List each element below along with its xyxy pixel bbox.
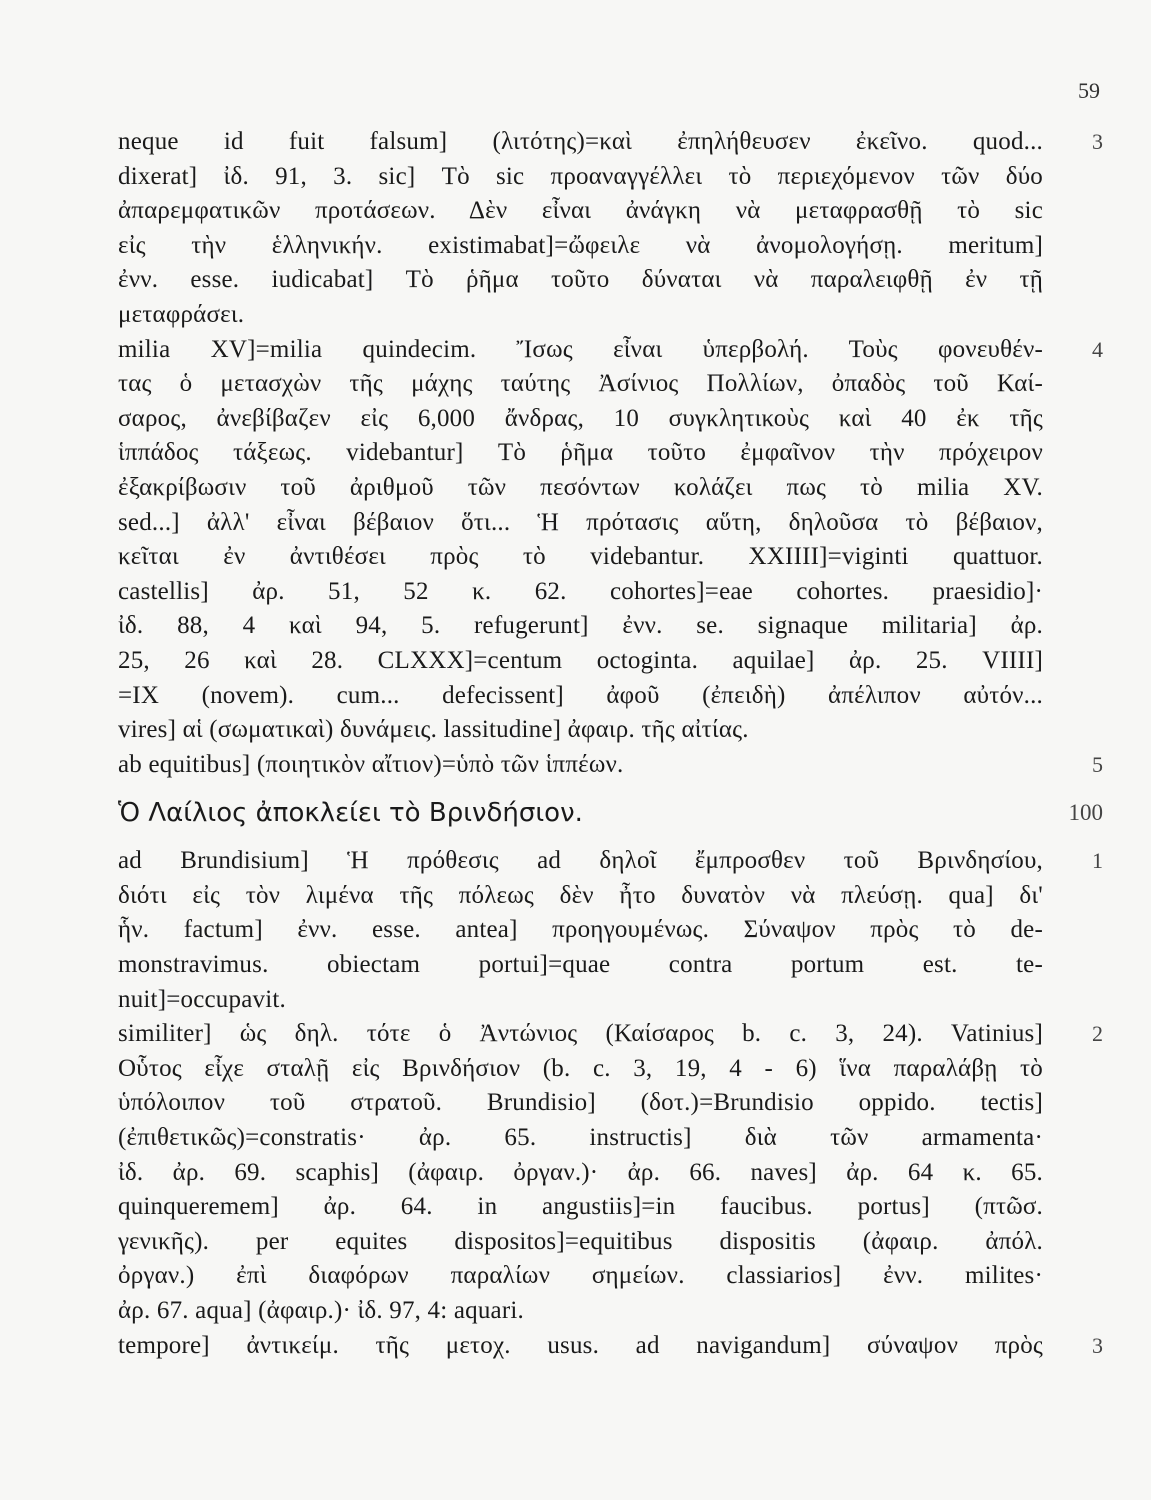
text-line: =IX (novem). cum... defecissent] ἀφοῦ (ἐπειδὴ) ἀπέλιπον αὐτόν... [118,681,1043,709]
text-line: nuit]=occupavit. [118,985,286,1013]
text-line: milia XV]=milia quindecim. Ἴσως εἶναι ὑπερβολή. Τοὺς φονευθέν- [118,335,1043,363]
commentary-paragraph [118,125,1103,333]
text-line: ἐξακρίβωσιν τοῦ ἀριθμοῦ τῶν πεσόντων κολάζει πως τὸ milia XV. [118,473,1043,501]
text-line: Οὗτος εἶχε σταλῇ εἰς Βρινδήσιον (b. c. 3, 19, 4 - 6) ἵνα παραλάβῃ τὸ [118,1054,1043,1082]
text-line: ὑπόλοιπον τοῦ στρατοῦ. Brundisio] (δοτ.)=Brundisio oppido. tectis] [118,1089,1043,1117]
commentary-paragraph [118,1329,1103,1364]
text-line: 25, 26 καὶ 28. CLXXX]=centum octoginta. aquilae] ἀρ. 25. VIIII] [118,646,1043,674]
text-line: monstravimus. obiectam portui]=quae contra portum est. te- [118,951,1043,979]
text-line: similiter] ὡς δηλ. τότε ὁ Ἀντώνιος (Καίσαρος b. c. 3, 24). Vatinius] [118,1020,1043,1048]
commentary-paragraph [118,1017,1103,1328]
text-line: ἀρ. 67. aqua] (ἀφαιρ.)· ἰδ. 97, 4: aquari. [118,1297,524,1324]
page-body [118,125,1103,1363]
text-line: (ἐπιθετικῶς)=constratis· ἀρ. 65. instructis] διὰ τῶν armamenta· [118,1124,1043,1152]
text-line: tempore] ἀντικείμ. τῆς μετοχ. usus. ad navigandum] σύναψον πρὸς [118,1331,1043,1359]
text-line: ἐνν. esse. iudicabat] Τὸ ῥῆμα τοῦτο δύναται νὰ παραλειφθῇ ἐν τῇ [118,266,1043,294]
text-line: ὀργαν.) ἐπὶ διαφόρων παραλίων σημείων. classiarios] ἐνν. milites· [118,1262,1043,1290]
text-line: σαρος, ἀνεβίβαζεν εἰς 6,000 ἄνδρας, 10 συγκλητικοὺς καὶ 40 ἐκ τῆς [118,404,1043,432]
text-line: διότι εἰς τὸν λιμένα τῆς πόλεως δὲν ἦτο δυνατὸν νὰ πλεύσῃ. qua] δι' [118,881,1043,909]
commentary-paragraph [118,333,1103,748]
commentary-paragraph [118,748,1103,783]
chapter-number: 100 [1068,800,1103,826]
margin-number: 2 [1092,1021,1103,1047]
section-heading [118,790,1103,836]
margin-number: 5 [1092,751,1103,777]
text-line: castellis] ἀρ. 51, 52 κ. 62. cohortes]=eae cohortes. praesidio]· [118,577,1043,605]
margin-number: 1 [1092,848,1103,874]
text-line: ἱππάδος τάξεως. videbantur] Τὸ ῥῆμα τοῦτο ἐμφαῖνον τὴν πρόχειρον [118,439,1043,467]
text-line: ἰδ. ἀρ. 69. scaphis] (ἀφαιρ. ὀργαν.)· ἀρ. 66. naves] ἀρ. 64 κ. 65. [118,1158,1043,1186]
text-line: γενικῆς). per equites dispositos]=equitibus dispositis (ἀφαιρ. ἀπόλ. [118,1227,1043,1255]
text-line: ἀπαρεμφατικῶν προτάσεων. Δὲν εἶναι ἀνάγκη νὰ μεταφρασθῇ τὸ sic [118,197,1043,225]
text-line: dixerat] ἰδ. 91, 3. sic] Τὸ sic προαναγγέλλει τὸ περιεχόμενον τῶν δύο [118,162,1043,190]
section-heading-text: Ὁ Λαίλιος ἀποκλείει τὸ Βρινδήσιον. [118,798,583,829]
margin-number: 4 [1092,336,1103,362]
text-line: μεταφράσει. [118,300,245,328]
commentary-paragraph [118,844,1103,1017]
text-line: ad Brundisium] Ἡ πρόθεσις ad δηλοῖ ἔμπροσθεν τοῦ Βρινδησίου, [118,847,1043,875]
text-line: quinqueremem] ἀρ. 64. in angustiis]=in faucibus. portus] (πτῶσ. [118,1193,1043,1221]
text-line: ἧν. factum] ἐνν. esse. antea] προηγουμένως. Σύναψον πρὸς τὸ de- [118,916,1043,944]
text-line: vires] αἱ (σωματικαὶ) δυνάμεις. lassitudine] ἀφαιρ. τῆς αἰτίας. [118,716,749,744]
margin-number: 3 [1092,129,1103,154]
margin-number: 3 [1092,1332,1103,1358]
text-line: ab equitibus] (ποιητικὸν αἴτιον)=ὑπὸ τῶν ἱππέων. [118,750,624,778]
text-line: τας ὁ μετασχὼν τῆς μάχης ταύτης Ἀσίνιος Πολλίων, ὀπαδὸς τοῦ Καί- [118,370,1043,398]
page-number: 59 [1078,78,1100,103]
text-line: neque id fuit falsum] (λιτότης)=καὶ ἐπηλήθευσεν ἐκεῖνο. quod... [118,128,1043,155]
text-line: sed...] ἀλλ' εἶναι βέβαιον ὅτι... Ἡ πρότασις αὕτη, δηλοῦσα τὸ βέβαιον, [118,508,1043,536]
text-line: κεῖται ἐν ἀντιθέσει πρὸς τὸ videbantur. XXIIII]=viginti quattuor. [118,543,1043,571]
text-line: εἰς τὴν ἑλληνικήν. existimabat]=ὤφειλε νὰ ἀνομολογήσῃ. meritum] [118,231,1043,259]
text-line: ἰδ. 88, 4 καὶ 94, 5. refugerunt] ἐνν. se. signaque militaria] ἀρ. [118,612,1043,640]
